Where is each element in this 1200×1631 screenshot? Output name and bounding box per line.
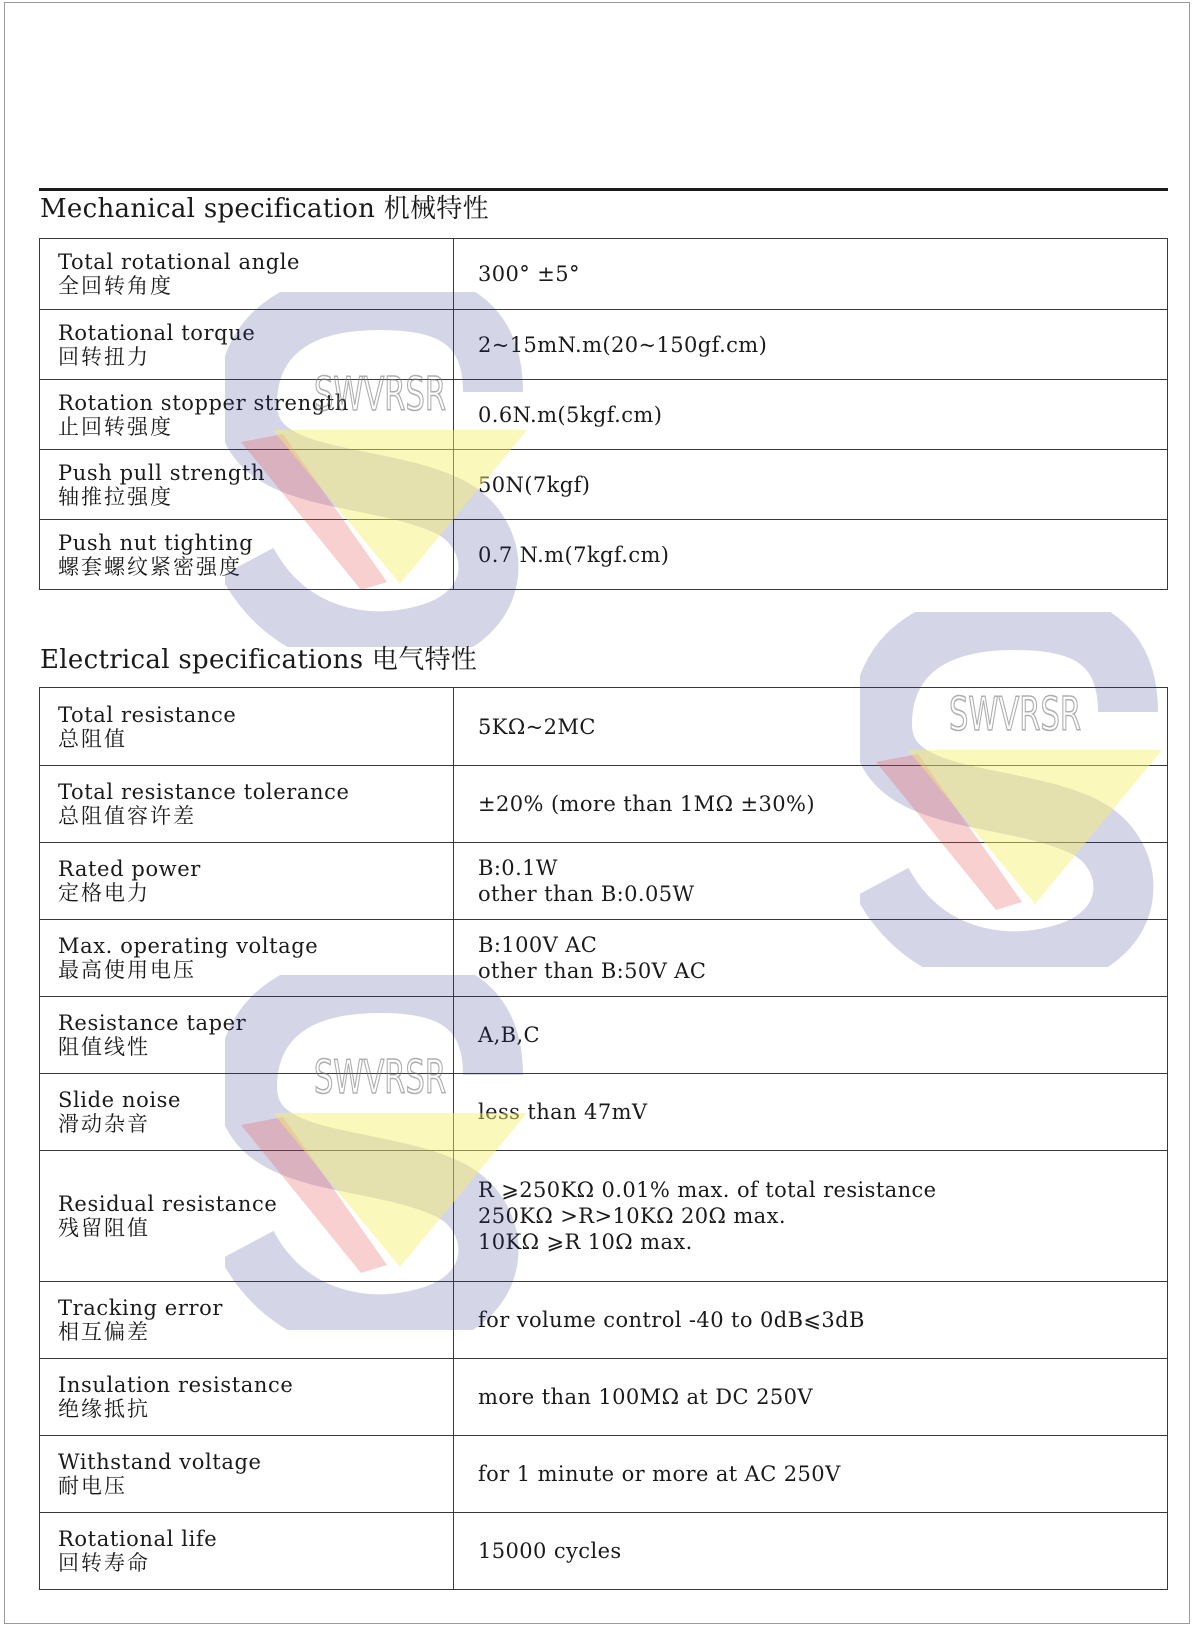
param-name-en: Withstand voltage [58,1450,262,1474]
value-cell [454,843,1167,919]
mechanical-spec-row [40,519,1167,589]
param-name-zh: 滑动杂音 [58,1112,150,1136]
value-cell [454,688,1167,765]
value-line: 5KΩ~2MC [478,714,596,739]
param-name-en: Insulation resistance [58,1373,294,1397]
param-name-zh: 全回转角度 [58,274,173,298]
param-name-zh: 轴推拉强度 [58,484,173,509]
param-name-en: Tracking error [58,1296,223,1320]
value-cell [454,310,1167,379]
electrical-spec-row [40,1150,1167,1281]
value-line: B:0.1W [478,856,558,880]
mechanical-spec-row [40,309,1167,379]
param-name-zh: 绝缘抵抗 [58,1397,150,1421]
param-cell [40,766,454,842]
mechanical-spec-row [40,239,1167,309]
electrical-spec-row [40,1435,1167,1512]
electrical-spec-table [39,687,1168,1590]
value-cell [454,380,1167,449]
param-name-en: Push pull strength [58,460,266,485]
value-line: A,B,C [478,1023,541,1047]
mechanical-spec-row [40,379,1167,449]
param-name-en: Total resistance [58,702,237,727]
param-cell [40,1436,454,1512]
param-cell [40,239,454,309]
value-cell [454,450,1167,519]
value-line: more than 100MΩ at DC 250V [478,1385,813,1409]
value-line: for volume control -40 to 0dB⩽3dB [478,1308,865,1332]
electrical-spec-row [40,1281,1167,1358]
electrical-spec-row [40,919,1167,996]
value-line: 15000 cycles [478,1539,622,1563]
param-cell [40,380,454,449]
param-name-zh: 阻值线性 [58,1035,150,1059]
electrical-spec-row [40,1358,1167,1435]
param-name-zh: 回转扭力 [58,344,150,369]
value-cell [454,1436,1167,1512]
param-cell [40,450,454,519]
param-name-zh: 总阻值容许差 [58,804,196,828]
value-line: less than 47mV [478,1100,648,1124]
mechanical-spec-row [40,449,1167,519]
value-line: R ⩾250KΩ 0.01% max. of total resistance [478,1178,937,1202]
param-name-zh: 最高使用电压 [58,958,196,982]
param-name-zh: 相互偏差 [58,1320,150,1344]
param-name-zh: 回转寿命 [58,1551,150,1575]
value-cell [454,520,1167,589]
top-rule [39,188,1168,191]
value-cell [454,920,1167,996]
watermark-text: SWVRSR [314,367,446,421]
value-cell [454,239,1167,309]
value-line: ±20% (more than 1MΩ ±30%) [478,792,815,816]
param-cell [40,1359,454,1435]
param-cell [40,1282,454,1358]
param-cell [40,1074,454,1150]
param-cell [40,310,454,379]
param-cell [40,843,454,919]
electrical-spec-row [40,765,1167,842]
param-name-en: Slide noise [58,1088,182,1112]
param-cell [40,688,454,765]
value-line: other than B:50V AC [478,959,707,983]
param-name-en: Rotation stopper strength [58,390,349,415]
value-line: for 1 minute or more at AC 250V [478,1462,841,1486]
param-name-en: Total resistance tolerance [58,780,350,804]
value-cell [454,1282,1167,1358]
electrical-section-title: Electrical specifications 电气特性 [40,645,478,675]
electrical-spec-row [40,1512,1167,1589]
electrical-spec-row [40,842,1167,919]
value-cell [454,766,1167,842]
value-cell [454,1151,1167,1281]
param-name-zh: 止回转强度 [58,414,173,439]
param-name-en: Rotational life [58,1527,218,1551]
value-line: 50N(7kgf) [478,472,591,497]
param-name-en: Max. operating voltage [58,934,319,958]
param-cell [40,920,454,996]
value-line: 0.7 N.m(7kgf.cm) [478,542,670,567]
param-cell [40,997,454,1073]
electrical-spec-row [40,1073,1167,1150]
value-cell [454,997,1167,1073]
mechanical-spec-table [39,238,1168,590]
param-name-en: Residual resistance [58,1192,278,1216]
param-name-zh: 残留阻值 [58,1216,150,1240]
electrical-spec-row [40,688,1167,765]
param-name-en: Total rotational angle [58,250,301,274]
param-cell [40,1513,454,1589]
value-line: 250KΩ >R>10KΩ 20Ω max. [478,1204,786,1228]
param-name-zh: 耐电压 [58,1474,127,1498]
param-cell [40,520,454,589]
param-name-en: Resistance taper [58,1011,247,1035]
value-line: B:100V AC [478,933,598,957]
value-line: 2~15mN.m(20~150gf.cm) [478,332,768,357]
value-line: other than B:0.05W [478,882,695,906]
param-name-en: Rated power [58,857,201,881]
electrical-spec-row [40,996,1167,1073]
param-cell [40,1151,454,1281]
value-cell [454,1074,1167,1150]
watermark-text: SWVRSR [314,1050,446,1104]
value-line: 300° ±5° [478,262,580,286]
param-name-en: Push nut tighting [58,530,254,555]
value-cell [454,1359,1167,1435]
value-cell [454,1513,1167,1589]
mechanical-section-title: Mechanical specification 机械特性 [40,194,489,224]
value-line: 10KΩ ⩾R 10Ω max. [478,1230,693,1254]
param-name-en: Rotational torque [58,320,256,345]
param-name-zh: 螺套螺纹紧密强度 [58,554,242,579]
param-name-zh: 定格电力 [58,881,150,905]
watermark-text: SWVRSR [949,687,1081,741]
value-line: 0.6N.m(5kgf.cm) [478,402,663,427]
param-name-zh: 总阻值 [58,726,127,751]
